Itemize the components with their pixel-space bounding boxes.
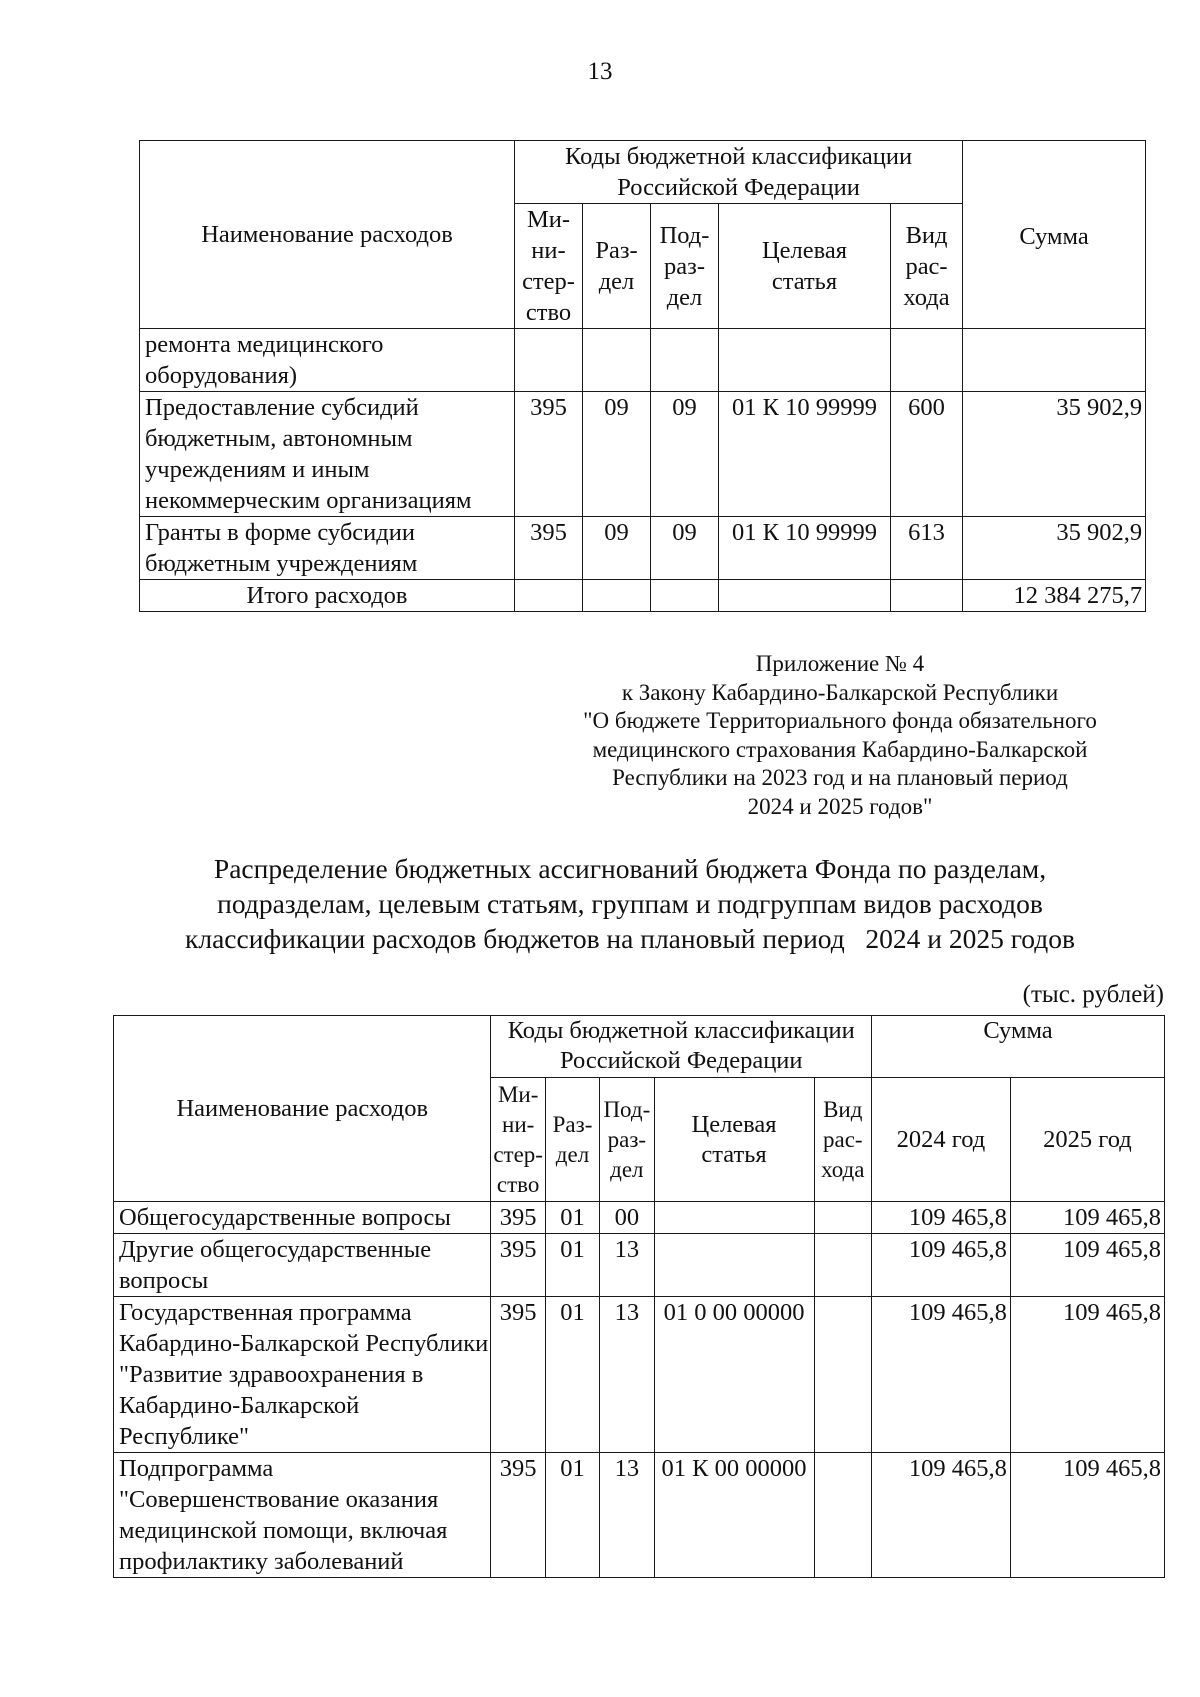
- row-target: 01 К 10 99999: [719, 392, 891, 517]
- annex-line: 2024 и 2025 годов": [747, 793, 933, 819]
- expenses-table-continuation: [139, 140, 1146, 612]
- total-row: [140, 580, 1146, 612]
- row-target: [719, 329, 891, 392]
- header-ministry: Ми- ни- стер- ство: [491, 1078, 545, 1202]
- header-expense-name: Наименование расходов: [114, 1016, 491, 1202]
- annex-line: Приложение № 4: [755, 651, 925, 676]
- row-name: Государственная программа Кабардино-Балкарской Республики "Развитие здравоохранения в Кабардино-Балкарской Республике": [114, 1297, 491, 1453]
- row-target: 01 К 00 00000: [654, 1453, 814, 1578]
- row-name: Подпрограмма "Совершенствование оказания медицинской помощи, включая профилактику заболеваний: [114, 1453, 491, 1578]
- row-type: [814, 1297, 871, 1453]
- empty-cell: [583, 580, 651, 612]
- row-sum-2025: 109 465,8: [1010, 1202, 1164, 1234]
- row-ministry: 395: [491, 1453, 545, 1578]
- table-row: [114, 1202, 1165, 1234]
- table-row: [114, 1234, 1165, 1297]
- row-sum: 35 902,9: [963, 517, 1146, 580]
- row-section: 01: [545, 1234, 599, 1297]
- annex-line: Республики на 2023 год и на плановый период: [612, 765, 1068, 790]
- total-label: Итого расходов: [140, 580, 515, 612]
- header-target-article: Целевая статья: [654, 1078, 814, 1202]
- row-sum-2024: 109 465,8: [872, 1202, 1011, 1234]
- row-type: [814, 1202, 871, 1234]
- row-ministry: 395: [515, 517, 583, 580]
- empty-cell: [891, 580, 963, 612]
- header-target-article: Целевая статья: [719, 204, 891, 329]
- row-sum-2024: 109 465,8: [872, 1297, 1011, 1453]
- row-subsection: 13: [600, 1234, 654, 1297]
- empty-cell: [651, 580, 719, 612]
- row-section: 01: [545, 1202, 599, 1234]
- header-sum: Сумма: [872, 1016, 1165, 1078]
- row-subsection: 09: [651, 517, 719, 580]
- table-row: [140, 329, 1146, 392]
- header-expense-name: Наименование расходов: [140, 141, 515, 329]
- row-section: 01: [545, 1297, 599, 1453]
- row-type: [814, 1234, 871, 1297]
- table-row: [114, 1453, 1165, 1578]
- empty-cell: [719, 580, 891, 612]
- table-row: [140, 517, 1146, 580]
- row-name: Общегосударственные вопросы: [114, 1202, 491, 1234]
- header-expense-type: Вид рас- хода: [891, 204, 963, 329]
- header-year-2024: 2024 год: [872, 1078, 1011, 1202]
- row-type: [814, 1453, 871, 1578]
- row-type: 613: [891, 517, 963, 580]
- header-codes-group: Коды бюджетной классификации Российской Федерации: [491, 1016, 872, 1078]
- row-section: [583, 329, 651, 392]
- row-target: [654, 1202, 814, 1234]
- row-type: [891, 329, 963, 392]
- row-target: [654, 1234, 814, 1297]
- units-label: (тыс. рублей): [1022, 981, 1164, 1008]
- row-subsection: 13: [600, 1297, 654, 1453]
- annex-line: медицинского страхования Кабардино-Балкарской: [592, 736, 1088, 762]
- row-ministry: [515, 329, 583, 392]
- empty-cell: [515, 580, 583, 612]
- row-subsection: 09: [651, 392, 719, 517]
- header-ministry: Ми- ни- стер- ство: [515, 204, 583, 329]
- table-row: [140, 392, 1146, 517]
- row-ministry: 395: [491, 1202, 545, 1234]
- row-section: 01: [545, 1453, 599, 1578]
- table-row: [114, 1297, 1165, 1453]
- row-section: 09: [583, 392, 651, 517]
- header-sum: Сумма: [963, 141, 1146, 329]
- row-subsection: [651, 329, 719, 392]
- annex-header: [540, 650, 1140, 821]
- row-section: 09: [583, 517, 651, 580]
- annex-line: "О бюджете Территориального фонда обязательного: [583, 708, 1097, 733]
- row-target: 01 К 10 99999: [719, 517, 891, 580]
- total-sum: 12 384 275,7: [963, 580, 1146, 612]
- row-ministry: 395: [515, 392, 583, 517]
- header-subsection: Под- раз- дел: [600, 1078, 654, 1202]
- header-subsection: Под- раз- дел: [651, 204, 719, 329]
- row-name: ремонта медицинского оборудования): [140, 329, 515, 392]
- header-section: Раз- дел: [583, 204, 651, 329]
- row-sum: [963, 329, 1146, 392]
- row-type: 600: [891, 392, 963, 517]
- row-subsection: 00: [600, 1202, 654, 1234]
- header-codes-group: Коды бюджетной классификации Российской Федерации: [515, 141, 963, 204]
- row-sum-2024: 109 465,8: [872, 1453, 1011, 1578]
- annex-line: к Закону Кабардино-Балкарской Республики: [621, 679, 1059, 705]
- row-ministry: 395: [491, 1297, 545, 1453]
- row-sum-2025: 109 465,8: [1010, 1297, 1164, 1453]
- header-section: Раз- дел: [545, 1078, 599, 1202]
- row-sum-2025: 109 465,8: [1010, 1234, 1164, 1297]
- row-name: Другие общегосударственные вопросы: [114, 1234, 491, 1297]
- row-name: Предоставление субсидий бюджетным, автономным учреждениям и иным некоммерческим организациям: [140, 392, 515, 517]
- row-sum-2025: 109 465,8: [1010, 1453, 1164, 1578]
- document-title: [130, 851, 1130, 956]
- row-target: 01 0 00 00000: [654, 1297, 814, 1453]
- header-expense-type: Вид рас- хода: [814, 1078, 871, 1202]
- title-line: классификации расходов бюджетов на плановый период 2024 и 2025 годов: [185, 923, 1075, 954]
- header-year-2025: 2025 год: [1010, 1078, 1164, 1202]
- row-sum-2024: 109 465,8: [872, 1234, 1011, 1297]
- row-name: Гранты в форме субсидии бюджетным учреждениям: [140, 517, 515, 580]
- row-sum: 35 902,9: [963, 392, 1146, 517]
- row-ministry: 395: [491, 1234, 545, 1297]
- title-line: подразделам, целевым статьям, группам и подгруппам видов расходов: [217, 888, 1043, 919]
- expenses-table-2024-2025: [113, 1015, 1165, 1578]
- title-line: Распределение бюджетных ассигнований бюджета Фонда по разделам,: [213, 853, 1047, 884]
- page-number: 13: [587, 58, 613, 85]
- row-subsection: 13: [600, 1453, 654, 1578]
